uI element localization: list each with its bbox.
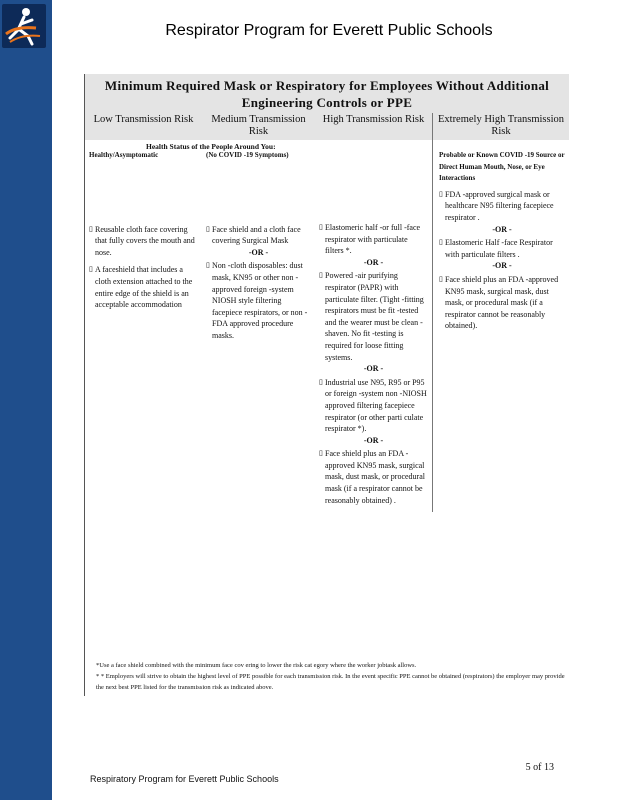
list-item: ▯ Face shield plus an FDA -approved KN95 mask, surgical mask, dust mask, or procedural mask (if a respirator cannot be reasonably obtained) . xyxy=(319,449,425,505)
bullet-icon: ▯ xyxy=(319,377,323,386)
sidebar-band xyxy=(0,0,52,800)
or-separator: -OR - xyxy=(363,364,384,374)
table-columns xyxy=(85,140,569,512)
table-title: Minimum Required Mask or Respiratory for Employees Without Additional Engineering Controls or PPE xyxy=(85,74,569,113)
footnotes xyxy=(96,660,566,693)
school-logo xyxy=(2,4,46,48)
footnote: * * Employers will strive to obtain the highest level of PPE possible for each transmission risk. In the event specific PPE cannot be obtained (respirators) the employer may provide the next best PPE listed for the transmission risk as indicated above. xyxy=(96,673,565,691)
probable-covid-label: Probable or Known COVID -19 Source or Direct Human Mouth, Nose, or Eye Interactions xyxy=(439,151,565,183)
list-item: ▯ Reusable cloth face covering that fully covers the mouth and nose. xyxy=(89,224,195,257)
bullet-icon: ▯ xyxy=(439,274,443,283)
no-symptoms-label: (No COVID -19 Symptoms) xyxy=(206,151,289,159)
bullet-icon: ▯ xyxy=(89,265,93,274)
list-item: ▯ A faceshield that includes a cloth extension attached to the entire edge of the shield is an acceptable accommodation xyxy=(89,265,193,310)
risk-level-row xyxy=(85,113,569,140)
bullet-icon: ▯ xyxy=(319,223,323,231)
list-item: ▯ Face shield plus an FDA -approved KN95 mask, surgical mask, dust mask, or procedural mask (if a respirator cannot be reasonably obtained). xyxy=(439,274,559,331)
or-separator: -OR - xyxy=(248,247,269,257)
risk-high: High Transmission Risk xyxy=(322,114,425,125)
high-risk-column xyxy=(315,140,432,512)
bullet-icon: ▯ xyxy=(319,271,323,280)
or-separator: -OR - xyxy=(492,261,512,271)
medium-risk-column xyxy=(202,140,315,512)
footnote: *Use a face shield combined with the minimum face cov ering to lower the risk cat egory where the worker jobtask allows. xyxy=(96,662,417,669)
list-item: ▯ Elastomeric half -or full -face respirator with particulate filters *. xyxy=(319,223,421,256)
list-item: ▯ Industrial use N95, R95 or P95 or foreign -system non -NIOSH approved filtering facepiece respirator (or other parti culate respirator *). xyxy=(319,377,427,434)
bullet-icon: ▯ xyxy=(206,224,210,233)
risk-medium: Medium Transmission Risk xyxy=(211,114,306,137)
risk-low: Low Transmission Risk xyxy=(93,114,194,125)
document-title: Respirator Program for Everett Public Schools xyxy=(165,22,493,39)
bullet-icon: ▯ xyxy=(206,261,210,270)
page-number: 5 of 13 xyxy=(525,762,554,773)
bullet-icon: ▯ xyxy=(319,449,323,458)
health-status-label: Health Status of the People Around You: xyxy=(146,142,276,151)
list-item: ▯ Face shield and a cloth face covering Surgical Mask xyxy=(206,224,301,246)
or-separator: -OR - xyxy=(363,257,384,267)
page-footer: Respiratory Program for Everett Public Schools xyxy=(90,774,279,784)
bullet-icon: ▯ xyxy=(89,224,93,233)
bullet-icon: ▯ xyxy=(439,189,443,198)
or-separator: -OR - xyxy=(492,224,512,234)
or-separator: -OR - xyxy=(363,435,384,445)
healthy-label: Healthy/Asymptomatic xyxy=(89,151,159,159)
list-item: ▯ Non -cloth disposables: dust mask, KN95 or other non -approved foreign -system NIOSH style filtering facepiece respirators, or non -FDA approved procedure masks. xyxy=(206,261,308,340)
figure-icon xyxy=(2,4,46,48)
mask-requirements-table xyxy=(85,74,569,512)
low-risk-column xyxy=(85,140,202,512)
list-item: ▯ Powered -air purifying respirator (PAPR) with particulate filter. (Tight -fitting respirators must be fit -tested and the wearer must be clean -shaven. No fit -testing is required for loose fitting systems. xyxy=(319,271,424,362)
list-item: ▯ FDA -approved surgical mask or healthcare N95 filtering facepiece respirator . xyxy=(439,189,554,222)
list-item: ▯ Elastomeric Half -face Respirator with particulate filters . xyxy=(439,238,553,259)
bullet-icon: ▯ xyxy=(439,238,443,247)
risk-extreme: Extremely High Transmission Risk xyxy=(432,113,569,140)
extreme-risk-column xyxy=(432,140,569,512)
